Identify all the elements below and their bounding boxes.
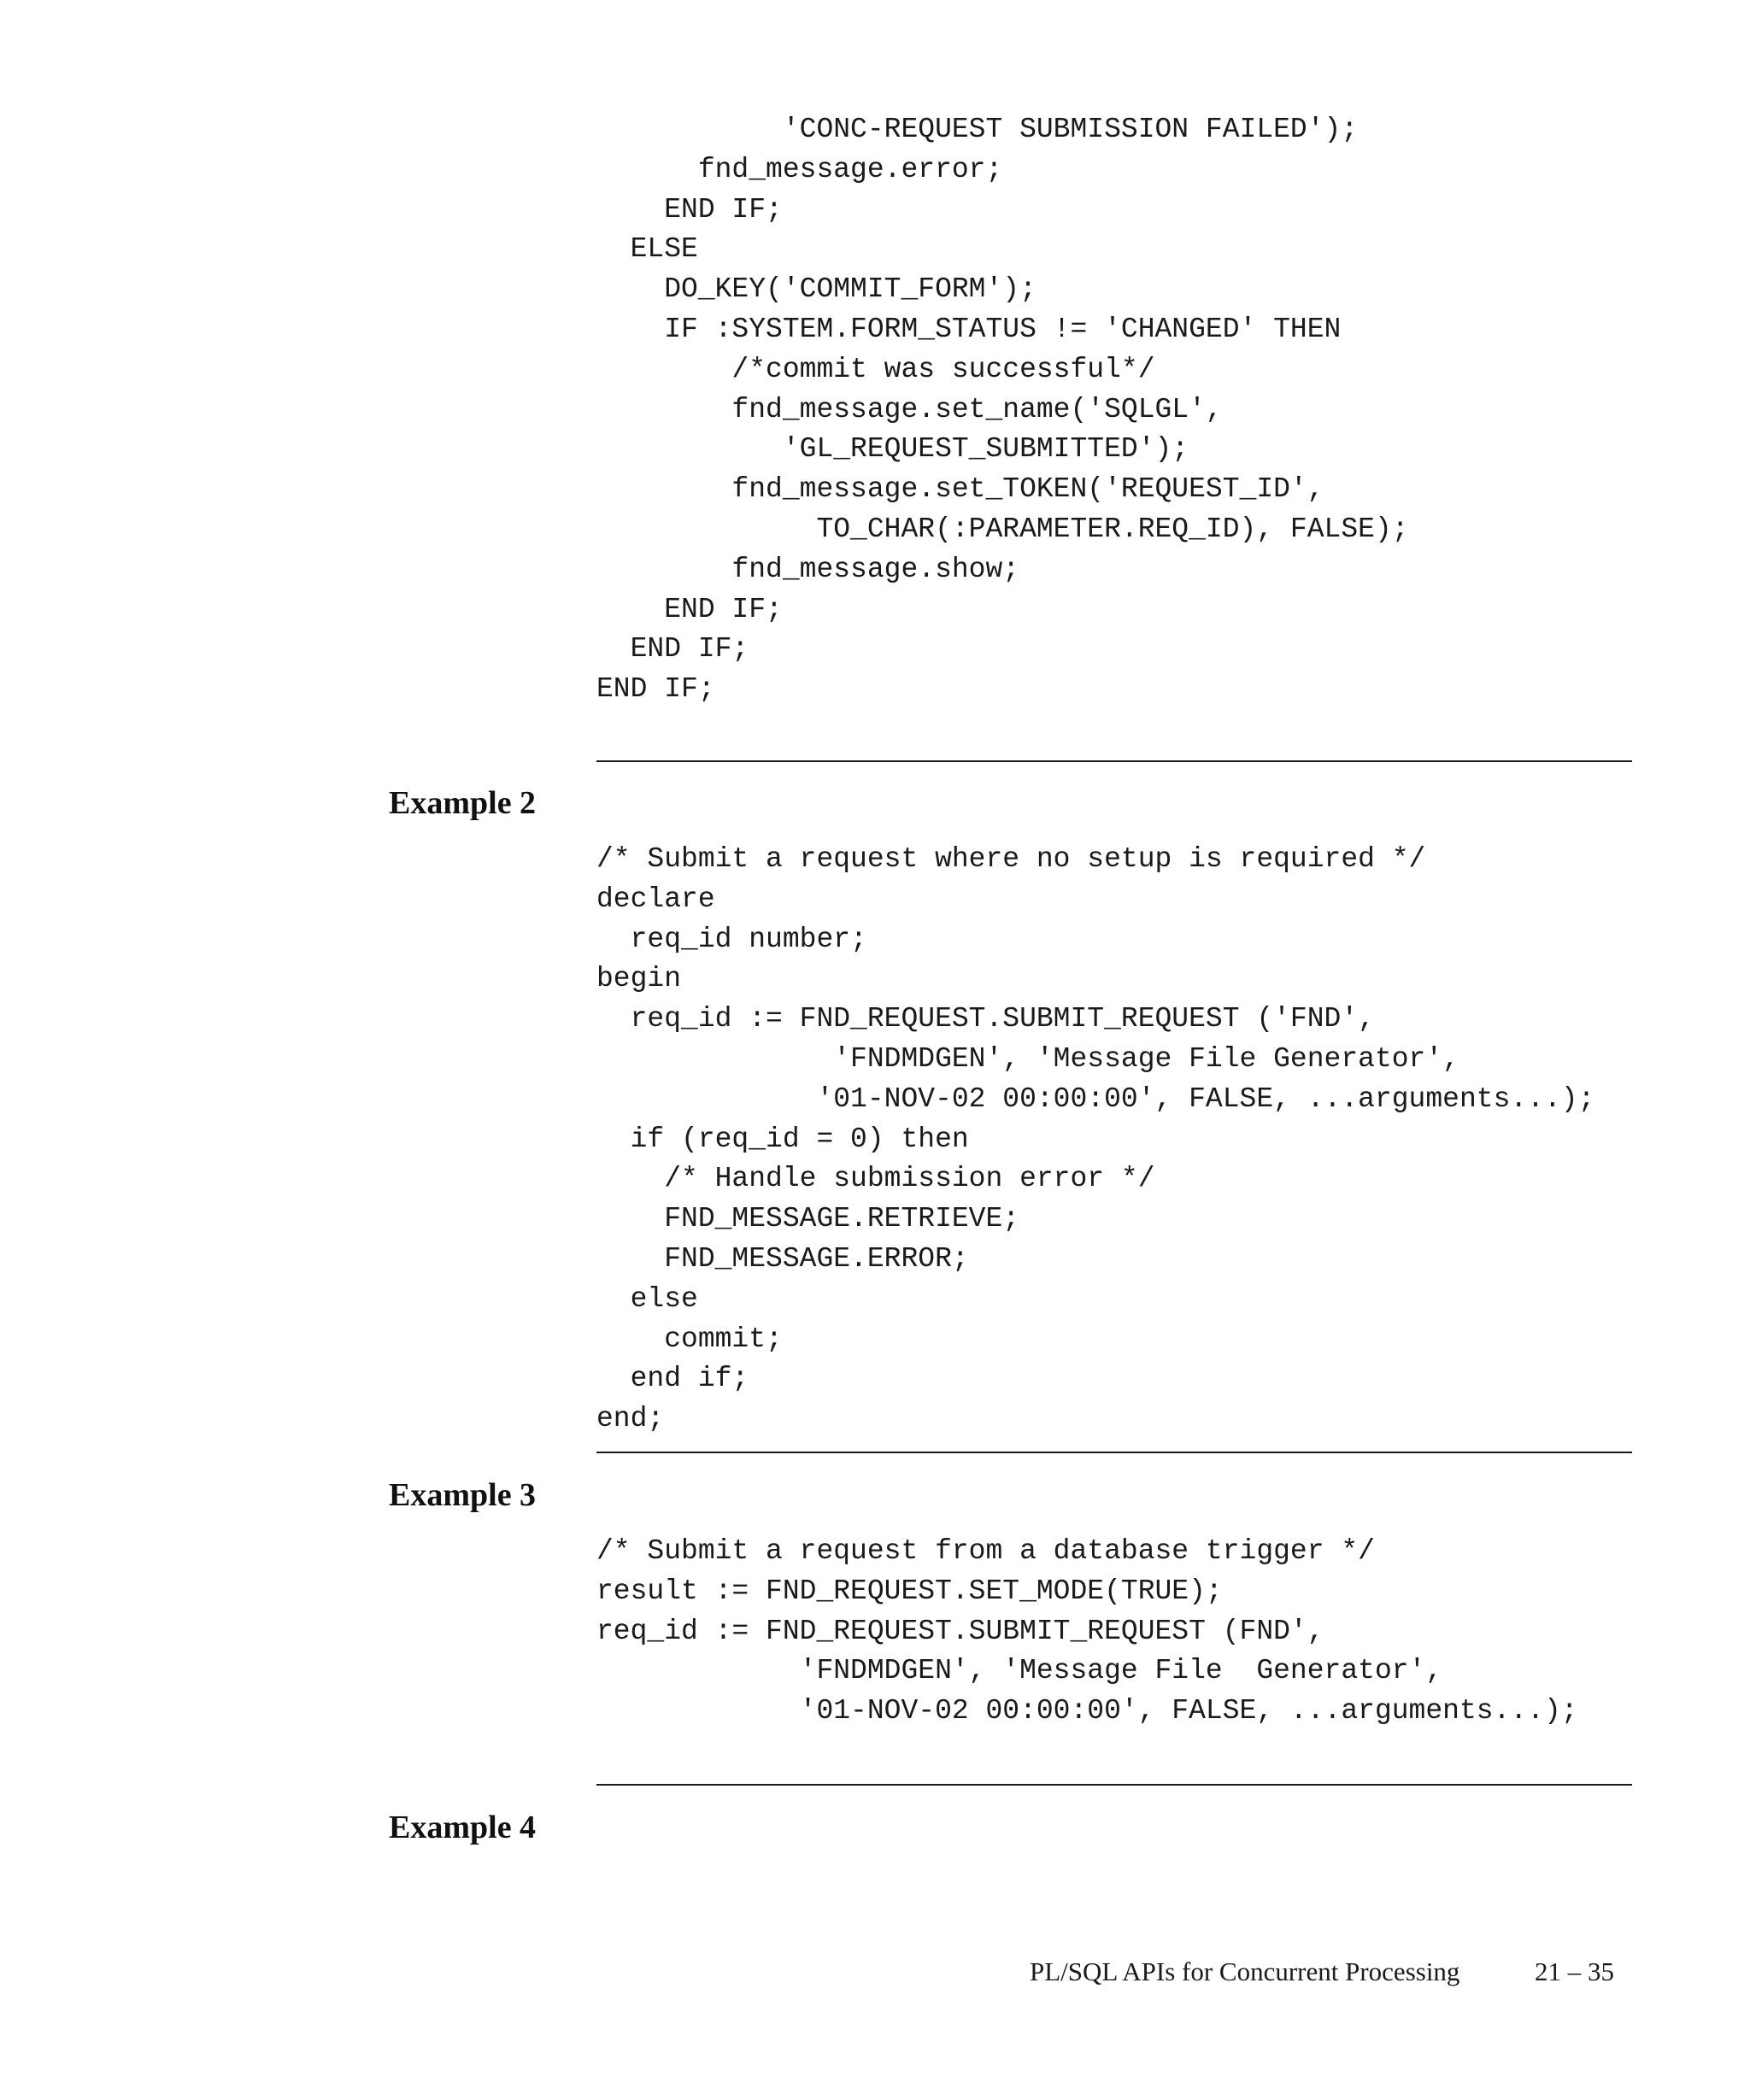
code-line: END IF; xyxy=(596,633,749,666)
footer-page-number: 21 – 35 xyxy=(1535,1956,1614,1986)
code-line: END IF; xyxy=(596,673,715,706)
section-divider xyxy=(596,1784,1632,1786)
code-line: if (req_id = 0) then xyxy=(596,1123,969,1155)
code-line: begin xyxy=(596,963,682,995)
code-line: 'GL_REQUEST_SUBMITTED'); xyxy=(596,433,1189,466)
code-line: 'CONC-REQUEST SUBMISSION FAILED'); xyxy=(596,114,1359,145)
example-3-code-block xyxy=(596,1532,1578,1732)
code-line: '01-NOV-02 00:00:00', FALSE, ...arguments...); xyxy=(596,1695,1578,1728)
example-4-heading: Example 4 xyxy=(389,1810,537,1845)
code-line: FND_MESSAGE.ERROR; xyxy=(596,1242,969,1275)
code-line: END IF; xyxy=(596,193,783,226)
code-line: declare xyxy=(596,883,715,915)
code-line: '01-NOV-02 00:00:00', FALSE, ...arguments...); xyxy=(596,1082,1595,1115)
code-line: /* Submit a request where no setup is required */ xyxy=(596,843,1426,875)
code-line: fnd_message.show; xyxy=(596,553,1020,585)
code-line: end if; xyxy=(596,1363,749,1395)
code-line: TO_CHAR(:PARAMETER.REQ_ID), FALSE); xyxy=(596,513,1409,545)
code-line: ELSE xyxy=(596,233,698,266)
code-line: IF :SYSTEM.FORM_STATUS != 'CHANGED' THEN xyxy=(596,313,1342,345)
code-line: FND_MESSAGE.RETRIEVE; xyxy=(596,1203,1020,1235)
code-line: fnd_message.set_name('SQLGL', xyxy=(596,393,1223,425)
example-2-heading: Example 2 xyxy=(389,785,537,821)
footer-chapter-title: PL/SQL APIs for Concurrent Processing xyxy=(1030,1956,1460,1986)
code-line: else xyxy=(596,1282,698,1315)
code-line: 'FNDMDGEN', 'Message File Generator', xyxy=(596,1655,1443,1687)
code-line: 'FNDMDGEN', 'Message File Generator', xyxy=(596,1042,1459,1075)
code-line: /* Submit a request from a database trigger */ xyxy=(596,1535,1375,1567)
section-divider xyxy=(596,1452,1632,1453)
code-line: end; xyxy=(596,1403,665,1435)
code-block-continued xyxy=(596,110,1409,710)
code-line: req_id number; xyxy=(596,923,867,955)
code-line: /*commit was successful*/ xyxy=(596,353,1155,385)
code-line: END IF; xyxy=(596,593,783,625)
code-line: req_id := FND_REQUEST.SUBMIT_REQUEST ('FND', xyxy=(596,1003,1375,1035)
code-line: fnd_message.set_TOKEN('REQUEST_ID', xyxy=(596,473,1324,506)
section-divider xyxy=(596,760,1632,762)
code-line: DO_KEY('COMMIT_FORM'); xyxy=(596,273,1036,306)
code-line: /* Handle submission error */ xyxy=(596,1163,1155,1195)
code-line: commit; xyxy=(596,1323,783,1355)
example-3-heading: Example 3 xyxy=(389,1477,537,1513)
code-line: fnd_message.error; xyxy=(596,153,1003,185)
example-2-code-block xyxy=(596,840,1594,1440)
code-line: result := FND_REQUEST.SET_MODE(TRUE); xyxy=(596,1575,1223,1607)
code-line: req_id := FND_REQUEST.SUBMIT_REQUEST (FND', xyxy=(596,1615,1324,1647)
